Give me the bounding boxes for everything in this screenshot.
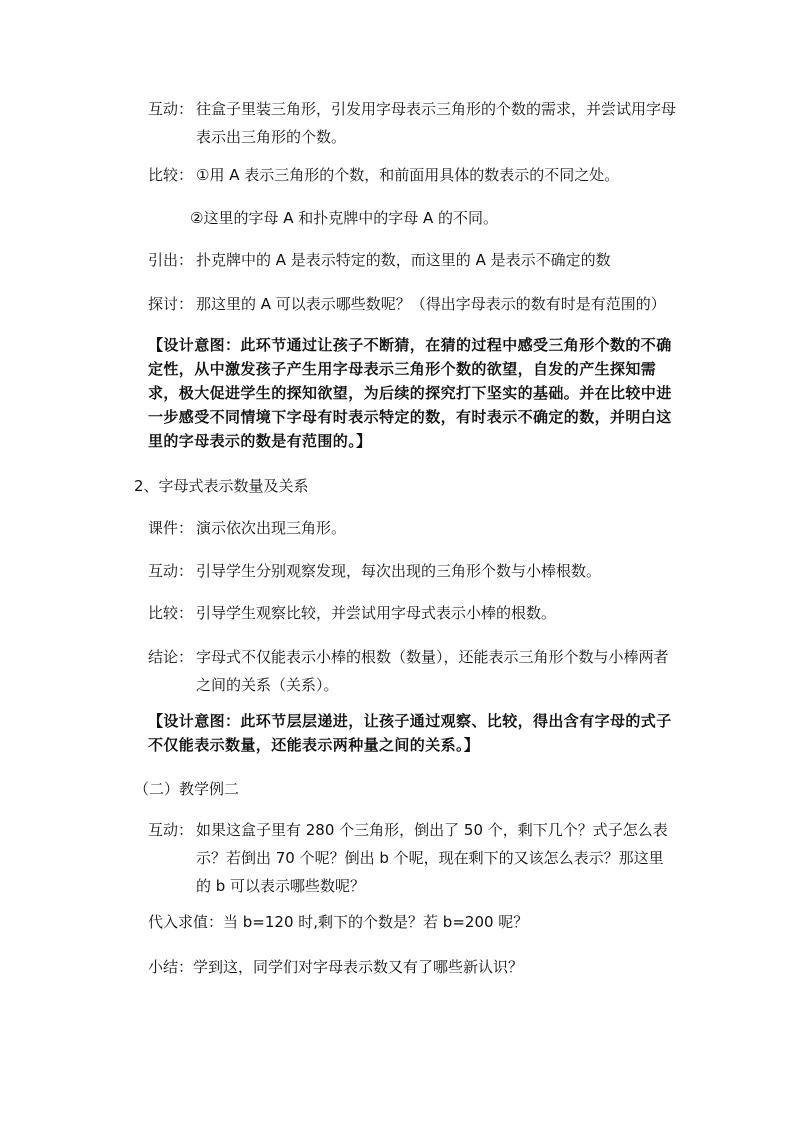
interact-text: 引导学生分别观察发现，每次出现的三角形个数与小棒根数。 — [196, 562, 602, 580]
interact-label: 互动： — [148, 821, 194, 839]
design-intent-2: 【设计意图：此环节层层递进，让孩子通过观察、比较，得出含有字母的式子不仅能表示数量，还能表示两种量之间的关系。】 — [148, 712, 672, 754]
explore-paragraph — [148, 290, 708, 318]
lead-label: 引出： — [148, 251, 194, 269]
interact-paragraph-1 — [148, 95, 678, 151]
explore-label: 探讨： — [148, 295, 194, 313]
compare-paragraph-2 — [148, 599, 678, 627]
conclusion-paragraph — [148, 643, 678, 699]
compare-label: 比较： — [148, 604, 194, 622]
compare-paragraph-1 — [148, 161, 678, 189]
interact-paragraph-2 — [148, 557, 678, 585]
courseware-text: 演示依次出现三角形。 — [196, 519, 347, 537]
design-intent-1: 【设计意图：此环节通过让孩子不断猜，在猜的过程中感受三角形个数的不确定性，从中激发孩子产生用字母表示三角形个数的欲望，自发的产生探知需求，极大促进学生的探知欲望，为后续的探究打下坚实的基础。并在比较中进一步感受不同情境下字母有时表示特定的数，有时表示不确定的数，并明白这里的字母表示的数是有范围的。】 — [148, 336, 672, 450]
compare-item-1: ①用 A 表示三角形的个数，和前面用具体的数表示的不同之处。 — [196, 166, 620, 184]
explore-text: 那这里的 A 可以表示哪些数呢？（得出字母表示的数有时是有范围的） — [196, 295, 666, 313]
conclusion-label: 结论： — [148, 648, 194, 666]
summary-paragraph — [148, 955, 523, 979]
summary-label: 小结： — [148, 958, 194, 976]
section-heading-example-2: （二）教学例二 — [134, 780, 240, 798]
lead-text: 扑克牌中的 A 是表示特定的数，而这里的 A 是表示不确定的数 — [196, 251, 611, 269]
section-heading-2: 2、字母式表示数量及关系 — [134, 477, 309, 495]
interact-text: 如果这盒子里有 280 个三角形，倒出了 50 个，剩下几个？式子怎么表示？若倒出 70 个呢？倒出 b 个呢，现在剩下的又该怎么表示？那这里的 b 可以表示哪些数呢？ — [196, 821, 668, 895]
interact-label: 互动： — [148, 562, 194, 580]
compare-item-2: ②这里的字母 A 和扑克牌中的字母 A 的不同。 — [190, 209, 499, 227]
compare-text: 引导学生观察比较，并尝试用字母式表示小棒的根数。 — [196, 604, 557, 622]
substitute-paragraph — [148, 910, 528, 934]
conclusion-text: 字母式不仅能表示小棒的根数（数量），还能表示三角形个数与小棒两者之间的关系（关系）。 — [196, 648, 669, 694]
substitute-label: 代入求值： — [148, 913, 224, 931]
interact-text: 往盒子里装三角形，引发用字母表示三角形的个数的需求，并尝试用字母表示出三角形的个数。 — [196, 100, 677, 146]
summary-text: 学到这，同学们对字母表示数又有了哪些新认识？ — [193, 958, 524, 976]
courseware-label: 课件： — [148, 519, 194, 537]
courseware-paragraph — [148, 514, 678, 542]
compare-label: 比较： — [148, 166, 194, 184]
lead-paragraph — [148, 246, 688, 274]
interact-paragraph-3 — [148, 816, 678, 900]
substitute-text: 当 b=120 时,剩下的个数是？若 b=200 呢？ — [223, 913, 529, 931]
interact-label: 互动： — [148, 100, 194, 118]
